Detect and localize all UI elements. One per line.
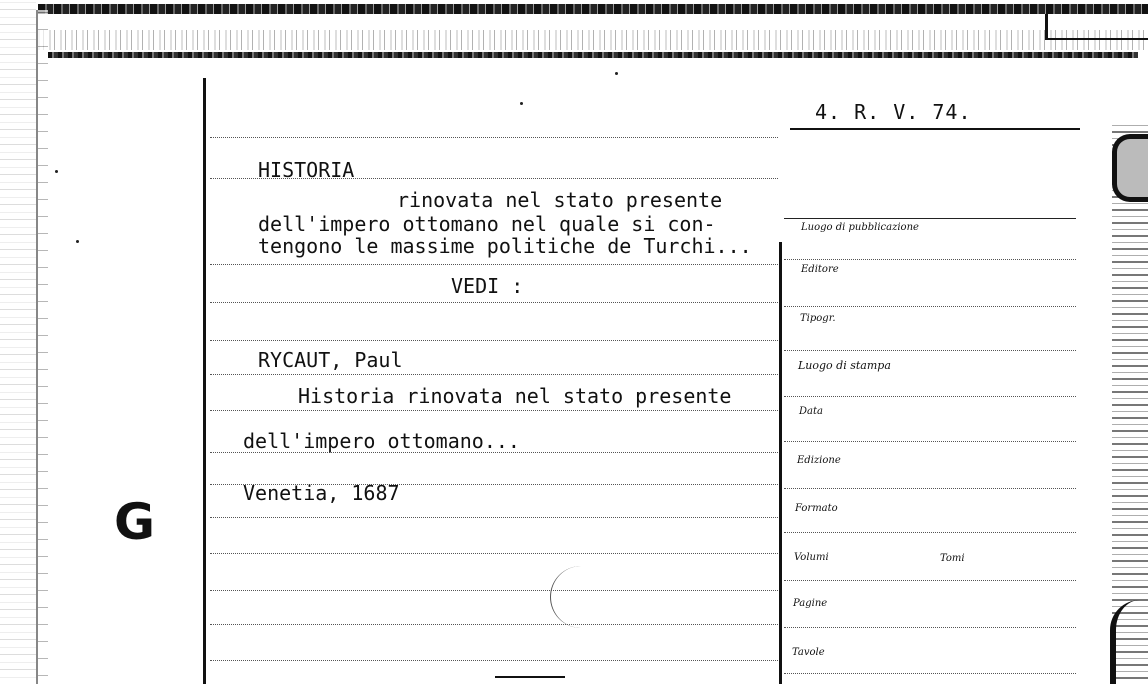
scan-left-edge xyxy=(36,10,48,684)
imprint: Venetia, 1687 xyxy=(243,481,400,505)
title-line-2: dell'impero ottomano nel quale si con- xyxy=(258,212,716,236)
ref-title-line-1: Historia rinovata nel stato presente xyxy=(298,384,732,408)
speck xyxy=(76,240,79,243)
title-line-3: tengono le massime politiche de Turchi... xyxy=(258,234,752,258)
speck xyxy=(55,170,58,173)
card-margin-line xyxy=(203,78,206,684)
field-volumes: Volumi xyxy=(794,552,829,563)
field-edition: Edizione xyxy=(797,455,841,466)
field-tomes: Tomi xyxy=(940,553,965,564)
field-plates: Tavole xyxy=(792,647,825,658)
scan-top-edge xyxy=(38,0,1148,62)
form-column-divider xyxy=(779,242,782,684)
field-pages: Pagine xyxy=(793,598,828,609)
card-edge-curl-top xyxy=(1112,134,1148,202)
call-number: 4. R. V. 74. xyxy=(815,100,972,124)
field-publisher: Editore xyxy=(801,264,839,275)
drawer-letter: G xyxy=(114,493,156,551)
ref-title-line-2: dell'impero ottomano... xyxy=(243,429,520,453)
field-printer: Tipogr. xyxy=(800,313,836,324)
cut-off-text-fragment xyxy=(495,670,565,684)
see-reference-label: VEDI : xyxy=(451,274,524,298)
speck xyxy=(520,102,523,105)
field-place-of-printing: Luogo di stampa xyxy=(798,359,891,372)
scan-margin-left xyxy=(0,0,36,684)
field-date: Data xyxy=(799,406,823,417)
author-name: RYCAUT, Paul xyxy=(258,348,403,372)
hole-punch-arc xyxy=(550,566,591,628)
call-number-underline xyxy=(790,128,1080,130)
field-format: Formato xyxy=(795,503,838,514)
card-heading: HISTORIA xyxy=(258,158,355,182)
speck xyxy=(615,72,618,75)
title-line-1: rinovata nel stato presente xyxy=(397,188,723,212)
card-edge-curl-bottom xyxy=(1110,600,1148,684)
field-place-of-publication: Luogo di pubblicazione xyxy=(801,222,919,233)
